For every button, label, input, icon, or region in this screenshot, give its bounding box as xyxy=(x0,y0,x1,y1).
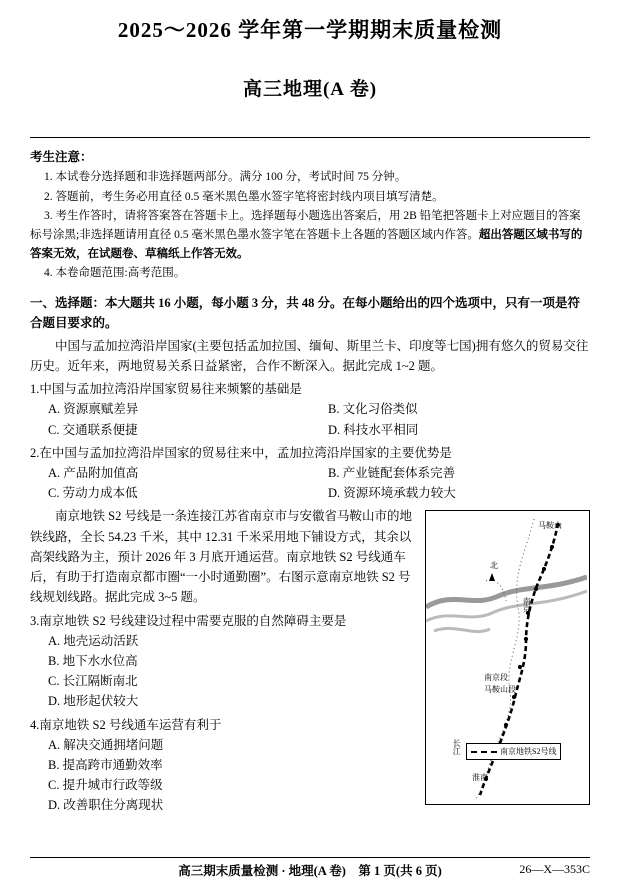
map-label-nanjing: 南京 xyxy=(522,597,532,614)
river-branch-2 xyxy=(434,629,490,632)
question-2-options-row2 xyxy=(30,483,590,503)
passage-1: 中国与孟加拉湾沿岸国家(主要包括孟加拉国、缅甸、斯里兰卡、印度等七国)拥有悠久的贸易交往历史。近年来，两地贸易关系日益紧密，合作不断深入。据此完成 1~2 题。 xyxy=(30,338,589,373)
notice-item: 4. 本卷命题范围:高考范围。 xyxy=(44,267,186,280)
map-label-huainan: 淮南 xyxy=(472,773,488,783)
option[interactable]: D. 科技水平相同 xyxy=(328,422,419,437)
question-1-options xyxy=(30,399,590,419)
map-figure xyxy=(425,510,590,805)
question-number: 3. xyxy=(30,613,40,628)
notice-item-text: 3. 考生作答时，请将答案答在答题卡上。选择题每小题选出答案后，用 2B 铅笔把答题卡上对应题目的答案标号涂黑;非选择题请用直径 0.5 毫米黑色墨水签字笔在答题卡上各题的答题区域内作答。 xyxy=(30,210,581,241)
subject-title: 高三地理(A 卷) xyxy=(242,79,378,100)
footer-code: 26—X—353C xyxy=(519,862,590,876)
notice-item-bold: 超出答题区域书写的答案无效，在试题卷、草稿纸上作答无效。 xyxy=(30,228,583,260)
legend-line-icon xyxy=(471,751,497,753)
question-text: 在中国与孟加拉湾沿岸国家的贸易往来中，孟加拉湾沿岸国家的主要优势是 xyxy=(39,445,452,460)
option[interactable]: D. 资源环境承载力较大 xyxy=(328,486,456,500)
exam-page xyxy=(0,14,620,895)
question-text: 中国与孟加拉湾沿岸国家贸易往来频繁的基础是 xyxy=(39,382,302,397)
option[interactable]: B. 地下水水位高 xyxy=(48,653,138,668)
footer-center-text: 高三期末质量检测 · 地理(A 卷) 第 1 页(共 6 页) xyxy=(178,864,442,878)
question-number: 2. xyxy=(30,445,40,460)
question-text: 南京地铁 S2 号线通车运营有利于 xyxy=(39,717,222,732)
map-legend xyxy=(466,743,561,760)
option[interactable]: C. 劳动力成本低 xyxy=(48,486,138,500)
option[interactable]: D. 地形起伏较大 xyxy=(48,694,139,709)
option[interactable]: A. 资源禀赋差异 xyxy=(48,402,139,417)
option[interactable]: A. 产品附加值高 xyxy=(48,465,139,480)
passage-2-block xyxy=(30,506,590,815)
divider xyxy=(30,137,590,138)
option[interactable]: C. 长江隔断南北 xyxy=(48,674,138,688)
notice-item xyxy=(30,207,590,263)
question-1-stem xyxy=(30,379,590,399)
compass-icon xyxy=(489,573,495,581)
option[interactable]: B. 提高跨市通勤效率 xyxy=(48,757,163,772)
footer-center-wrap xyxy=(30,861,590,879)
notice-list xyxy=(30,168,590,283)
footer-divider xyxy=(30,857,590,858)
legend-label: 南京地铁S2号线 xyxy=(500,747,557,757)
question-text: 南京地铁 S2 号线建设过程中需要克服的自然障碍主要是 xyxy=(39,613,347,628)
notice-item: 2. 答题前，考生务必用直径 0.5 毫米黑色墨水签字笔将密封线内项目填写清楚。 xyxy=(44,190,444,203)
page-footer xyxy=(0,857,620,887)
map-label-nanjing-section: 南京段 xyxy=(484,673,508,683)
question-1-options-row2 xyxy=(30,420,590,440)
river-yangtze xyxy=(426,577,587,607)
passage-2: 南京地铁 S2 号线是一条连接江苏省南京市与安徽省马鞍山市的地铁线路，全长 54.23 千米，其中 12.31 千米采用地下铺设方式，其余以高架线路为主，预计 2026 年 3 月底开通运营。南京地铁 S2 号线通车后，有助于打造南京都市圈“一小时通勤圈”。右图示意南京地铁 S2 号线规划线路。据此完成 3~5 题。 xyxy=(30,509,412,605)
question-2-options xyxy=(30,463,590,483)
map-label-mashan-section: 马鞍山段 xyxy=(484,685,516,695)
question-number: 4. xyxy=(30,717,40,732)
map-label-mashan: 马鞍山 xyxy=(538,521,562,531)
option[interactable]: C. 提升城市行政等级 xyxy=(48,778,163,792)
option[interactable]: A. 地壳运动活跃 xyxy=(48,633,139,648)
option[interactable]: B. 文化习俗类似 xyxy=(328,402,418,417)
notice-item: 1. 本试卷分选择题和非选择题两部分。满分 100 分，考试时间 75 分钟。 xyxy=(44,171,407,183)
map-label-changjiang: 长江 xyxy=(452,739,462,756)
option[interactable]: C. 交通联系便捷 xyxy=(48,422,138,437)
option[interactable]: B. 产业链配套体系完善 xyxy=(328,465,456,480)
page-title: 2025～2026 学年第一学期期末质量检测 xyxy=(117,18,503,42)
question-2-stem xyxy=(30,443,590,463)
map-label-north: 北 xyxy=(490,561,498,571)
notice-heading: 考生注意： xyxy=(30,150,93,164)
section-heading: 一、选择题：本大题共 16 小题，每小题 3 分，共 48 分。在每小题给出的四个选项中，只有一项是符合题目要求的。 xyxy=(30,295,581,330)
option[interactable]: D. 改善职住分离现状 xyxy=(48,798,164,813)
option[interactable]: A. 解决交通拥堵问题 xyxy=(48,737,164,752)
question-number: 1. xyxy=(30,382,40,397)
